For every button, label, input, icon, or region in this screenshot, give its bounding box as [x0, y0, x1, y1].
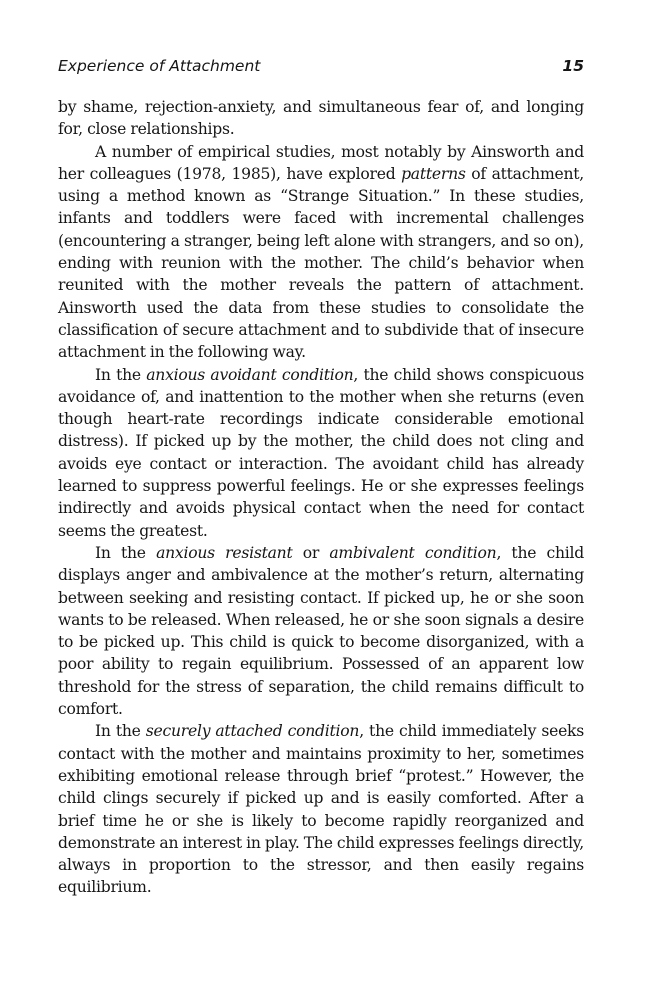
- paragraph-text: In the: [95, 722, 146, 741]
- emphasis-securely-attached: securely attached condition: [145, 722, 360, 741]
- paragraph-text: of attachment, using a method known as “Strange Situation.” In these studies, infants and toddlers were faced with incremental challenges (encountering a stranger, being left alone with strangers, and so on), ending with reunion with the mother. The child’s behavior when reunited with the mother reveals the pattern of attachment. Ainsworth used the data from these studies to consolidate the classification of secure attachment and to subdivide that of insecure attachment in the following way.: [58, 164, 584, 362]
- running-header: [58, 57, 584, 75]
- running-header-title: Experience of Attachment: [58, 57, 261, 75]
- paragraph-anxious-resistant: [58, 542, 584, 720]
- paragraph-securely-attached: [58, 720, 584, 898]
- paragraph-text: , the child shows conspicuous avoidance of, and inattention to the mother when she returns (even though heart-rate recordings indicate considerable emotional distress). If picked up by the mother, the child does not cling and avoids eye contact or interaction. The avoidant child has already learned to suppress powerful feelings. He or she expresses feelings indirectly and avoids physical contact when the need for contact seems the greatest.: [58, 365, 585, 540]
- page-number: 15: [562, 57, 584, 75]
- emphasis-ambivalent: ambivalent condition: [329, 543, 497, 562]
- paragraph-continuation: [58, 96, 584, 141]
- paragraph-text: or: [292, 543, 330, 562]
- paragraph-text: , the child displays anger and ambivalence at the mother’s return, alternating between seeking and resisting contact. If picked up, he or she soon wants to be released. When released, he or she soon signals a desire to be picked up. This child is quick to become disorganized, with a poor ability to regain equilibrium. Possessed of an apparent low threshold for the stress of separation, the child remains difficult to comfort.: [58, 543, 584, 719]
- emphasis-patterns: patterns: [401, 164, 466, 183]
- emphasis-anxious-resistant: anxious resistant: [156, 543, 293, 562]
- paragraph-anxious-avoidant: [58, 364, 584, 542]
- paragraph-text: In the: [95, 543, 157, 562]
- paragraph-text: by shame, rejection-anxiety, and simultaneous fear of, and longing for, close relationships.: [58, 98, 584, 139]
- paragraph-text: In the: [95, 365, 147, 384]
- paragraph-text: , the child immediately seeks contact with the mother and maintains proximity to her, sometimes exhibiting emotional release through brief “protest.” However, the child clings securely if picked up and is easily comforted. After a brief time he or she is likely to become rapidly reorganized and demonstrate an interest in play. The child expresses feelings directly, always in proportion to the stressor, and then easily regains equilibrium.: [58, 722, 585, 897]
- paragraph-empirical-studies: [58, 141, 584, 364]
- body-text: [58, 96, 584, 899]
- paragraph-text: A number of empirical studies, most notably by Ainsworth and her colleagues (1978, 1985), have explored: [58, 142, 584, 183]
- emphasis-anxious-avoidant: anxious avoidant condition: [146, 365, 354, 384]
